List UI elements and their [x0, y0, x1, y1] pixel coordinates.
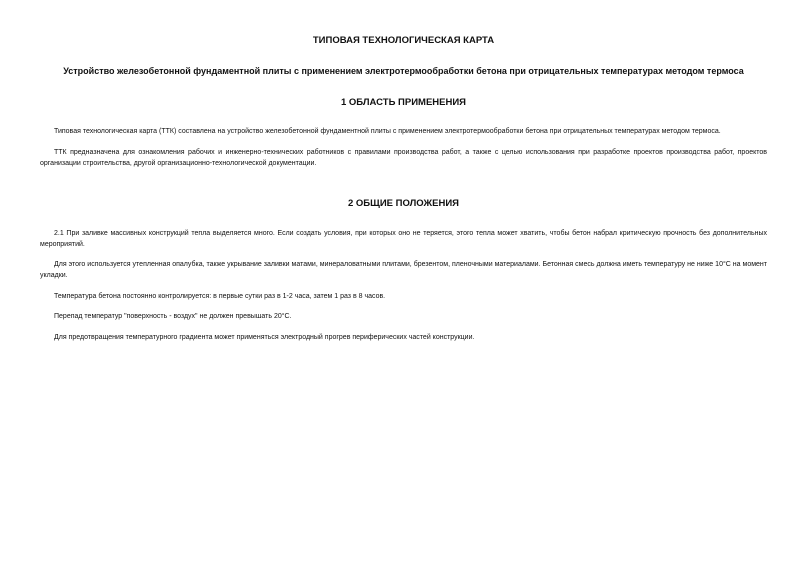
- section2-paragraph: 2.1 При заливке массивных конструкций тепла выделяется много. Если создать условия, при которых оно не теряется, этого тепла может хватить, чтобы бетон набрал критическую прочность без дополнительных мероприятий.: [40, 230, 767, 248]
- section1-paragraph: Типовая технологическая карта (ТТК) составлена на устройство железобетонной фундаментной плиты с применением электротермообработки бетона при отрицательных температурах методом термоса.: [54, 128, 721, 135]
- section2-paragraph: Температура бетона постоянно контролируется: в первые сутки раз в 1-2 часа, затем 1 раз в 8 часов.: [54, 293, 386, 300]
- document-title: ТИПОВАЯ ТЕХНОЛОГИЧЕСКАЯ КАРТА: [312, 35, 495, 46]
- section2-paragraph: Перепад температур "поверхность - воздух" не должен превышать 20°С.: [54, 313, 292, 320]
- section1-paragraph: ТТК предназначена для ознакомления рабочих и инженерно-технических работников с правилами производства работ, а также с целью использования при разработке проектов производства работ, проектов организации строительства, другой организационно-технологической документации.: [40, 149, 767, 167]
- section-heading-scope: 1 ОБЛАСТЬ ПРИМЕНЕНИЯ: [340, 97, 467, 108]
- section2-paragraph: Для этого используется утепленная опалубка, также укрывание заливки матами, минераловатными плитами, брезентом, пленочными материалами. Бетонная смесь должна иметь температуру не ниже 10°С на момент укладки.: [40, 261, 767, 279]
- section2-paragraph: Для предотвращения температурного градиента может применяться электродный прогрев периферических частей конструкции.: [54, 334, 475, 341]
- section-heading-general: 2 ОБЩИЕ ПОЛОЖЕНИЯ: [348, 198, 459, 209]
- document-subtitle: Устройство железобетонной фундаментной плиты с применением электротермообработки бетона при отрицательных температурах методом термоса: [63, 66, 744, 76]
